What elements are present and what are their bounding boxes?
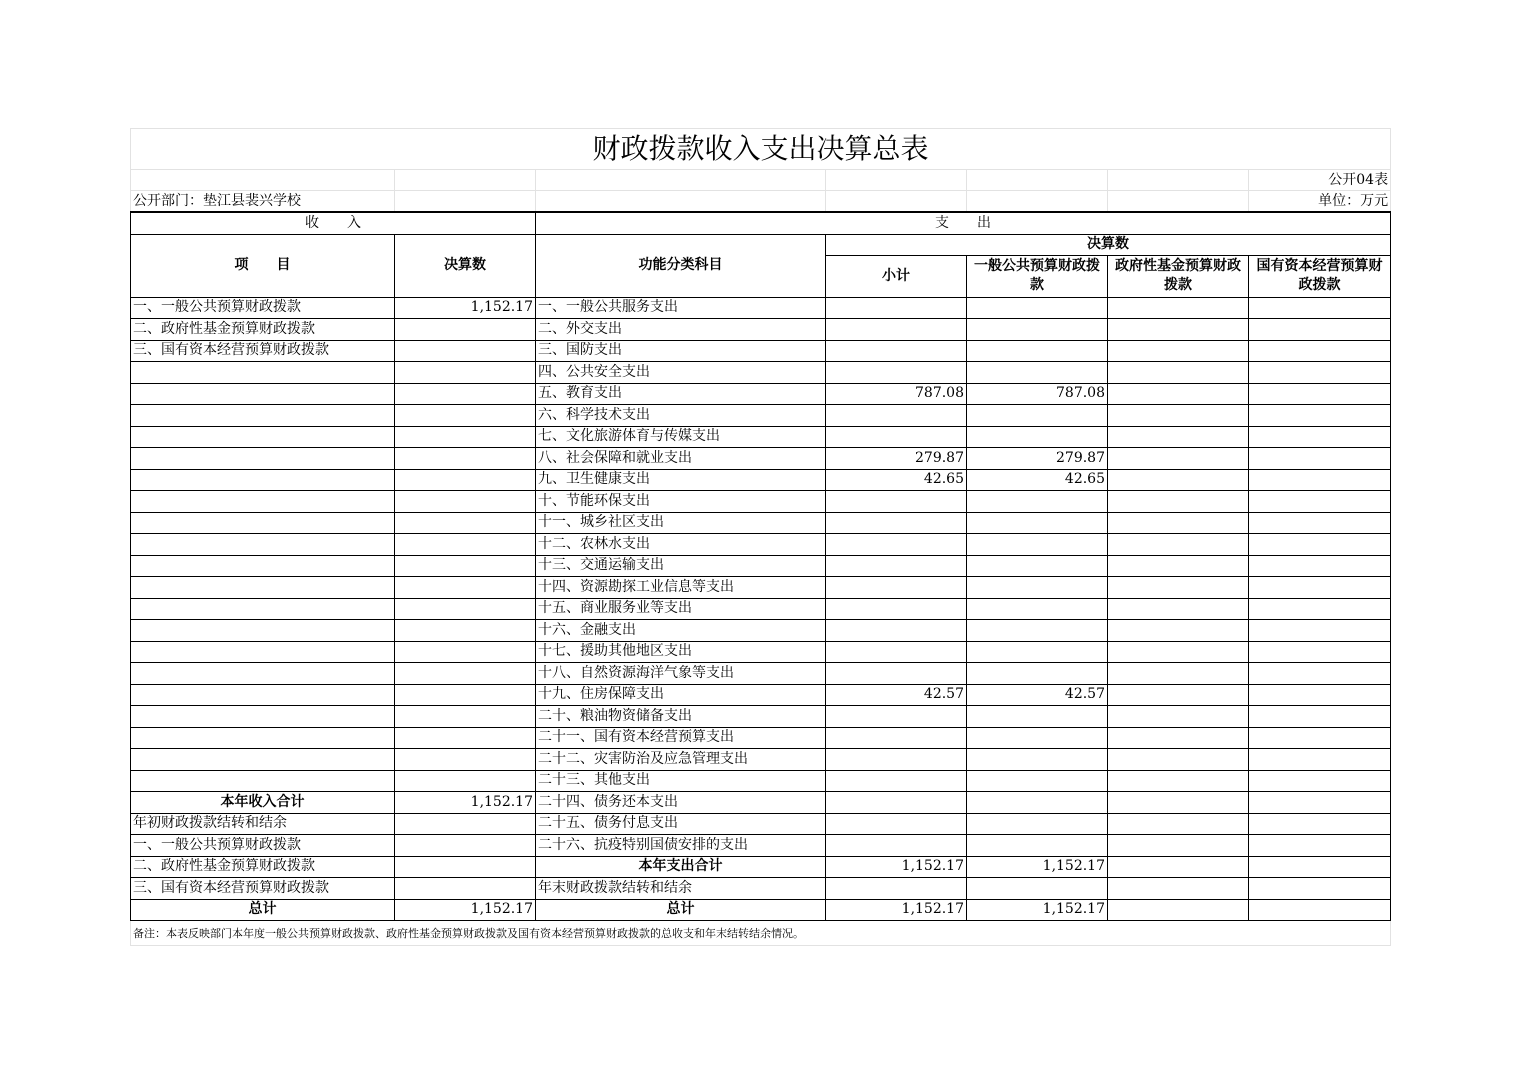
fund-budget-cell [1108,620,1249,642]
subtotal-cell [826,426,967,448]
income-amount-cell [395,706,536,728]
fund-budget-cell [1108,684,1249,706]
soe-budget-cell [1249,426,1391,448]
unit-label: 单位：万元 [1249,191,1391,213]
income-amount-cell [395,749,536,771]
expense-item-cell: 十七、援助其他地区支出 [536,641,826,663]
fund-budget-cell [1108,297,1249,319]
soe-budget-cell [1249,663,1391,685]
soe-budget-cell [1249,340,1391,362]
income-amount-cell [395,448,536,470]
subtotal-cell [826,878,967,900]
subtotal-cell [826,641,967,663]
page-title: 财政拨款收入支出决算总表 [131,129,1391,170]
subtotal-cell [826,749,967,771]
subtotal-cell: 42.65 [826,469,967,491]
soe-budget-cell [1249,319,1391,341]
income-amount-cell [395,319,536,341]
table-row [131,297,1391,319]
fund-budget-cell [1108,598,1249,620]
subtotal-cell [826,663,967,685]
expense-item-cell: 十六、金融支出 [536,620,826,642]
expense-header: 支 出 [536,212,1391,234]
expense-item-cell: 十二、农林水支出 [536,534,826,556]
income-item-cell: 总计 [131,899,395,921]
soe-budget-cell [1249,813,1391,835]
form-code: 公开04表 [1249,170,1391,191]
income-amount-cell [395,555,536,577]
subtotal-cell [826,534,967,556]
income-item-cell [131,663,395,685]
expense-item-cell: 二十二、灾害防治及应急管理支出 [536,749,826,771]
table-note: 备注：本表反映部门本年度一般公共预算财政拨款、政府性基金预算财政拨款及国有资本经营预算财政拨款的总收支和年末结转结余情况。 [131,921,1391,946]
fund-budget-cell [1108,534,1249,556]
general-budget-cell [967,878,1108,900]
general-budget-cell [967,663,1108,685]
income-item-cell: 二、政府性基金预算财政拨款 [131,856,395,878]
income-amount-cell: 1,152.17 [395,297,536,319]
financial-table-sheet [130,128,1390,946]
subtotal-cell [826,770,967,792]
table-row [131,555,1391,577]
soe-budget-cell [1249,620,1391,642]
soe-budget-cell [1249,684,1391,706]
fund-budget-cell [1108,469,1249,491]
table-row [131,706,1391,728]
income-amount-cell [395,383,536,405]
table-row [131,792,1391,814]
income-amount-cell [395,835,536,857]
table-row [131,835,1391,857]
general-budget-cell [967,491,1108,513]
income-amount-cell [395,340,536,362]
table-row [131,383,1391,405]
expense-item-cell: 二十一、国有资本经营预算支出 [536,727,826,749]
income-amount-cell [395,770,536,792]
expense-item-cell: 十九、住房保障支出 [536,684,826,706]
subtotal-cell [826,297,967,319]
general-budget-cell [967,340,1108,362]
table-row [131,856,1391,878]
soe-budget-header: 国有资本经营预算财政拨款 [1249,255,1391,297]
subtotal-cell [826,598,967,620]
income-item-cell [131,491,395,513]
income-amount-cell: 1,152.17 [395,899,536,921]
expense-item-cell: 本年支出合计 [536,856,826,878]
subtotal-header: 小计 [826,255,967,297]
general-budget-cell [967,555,1108,577]
table-row [131,362,1391,384]
general-budget-cell [967,727,1108,749]
soe-budget-cell [1249,405,1391,427]
table-row [131,512,1391,534]
income-item-cell [131,770,395,792]
soe-budget-cell [1249,598,1391,620]
income-amount-cell [395,856,536,878]
general-budget-cell: 1,152.17 [967,856,1108,878]
fund-budget-cell [1108,792,1249,814]
income-item-cell [131,405,395,427]
subtotal-cell [826,835,967,857]
income-item-cell [131,620,395,642]
soe-budget-cell [1249,577,1391,599]
income-item-cell [131,448,395,470]
general-budget-cell [967,512,1108,534]
expense-item-cell: 总计 [536,899,826,921]
general-budget-cell [967,770,1108,792]
general-budget-cell [967,426,1108,448]
table-row [131,448,1391,470]
expense-item-cell: 十一、城乡社区支出 [536,512,826,534]
expense-item-cell: 八、社会保障和就业支出 [536,448,826,470]
general-budget-cell: 279.87 [967,448,1108,470]
fund-budget-cell [1108,727,1249,749]
expense-item-cell: 二十、粮油物资储备支出 [536,706,826,728]
soe-budget-cell [1249,383,1391,405]
income-item-cell: 一、一般公共预算财政拨款 [131,297,395,319]
income-amount-cell: 1,152.17 [395,792,536,814]
general-budget-cell [967,534,1108,556]
subtotal-cell [826,620,967,642]
subtotal-cell: 42.57 [826,684,967,706]
soe-budget-cell [1249,835,1391,857]
income-item-cell: 本年收入合计 [131,792,395,814]
income-item-cell: 二、政府性基金预算财政拨款 [131,319,395,341]
fund-budget-cell [1108,770,1249,792]
subtotal-cell [826,706,967,728]
income-amount-cell [395,598,536,620]
general-budget-cell [967,620,1108,642]
income-item-cell: 一、一般公共预算财政拨款 [131,835,395,857]
general-budget-cell [967,813,1108,835]
appropriation-summary-table [130,128,1391,946]
department-label: 公开部门：垫江县裴兴学校 [131,191,395,213]
general-budget-cell [967,835,1108,857]
subtotal-cell: 279.87 [826,448,967,470]
expense-item-cell: 二、外交支出 [536,319,826,341]
table-row [131,813,1391,835]
income-item-cell: 三、国有资本经营预算财政拨款 [131,878,395,900]
expense-item-cell: 十、节能环保支出 [536,491,826,513]
income-amount-cell [395,491,536,513]
income-item-cell [131,534,395,556]
income-item-cell [131,749,395,771]
income-amount-cell [395,469,536,491]
soe-budget-cell [1249,534,1391,556]
income-item-cell [131,577,395,599]
fund-budget-cell [1108,835,1249,857]
income-item-cell [131,684,395,706]
income-amount-cell [395,620,536,642]
subtotal-cell [826,319,967,341]
income-item-cell [131,362,395,384]
income-amount-cell [395,512,536,534]
subtotal-cell: 1,152.17 [826,856,967,878]
income-item-cell [131,555,395,577]
subtotal-cell: 1,152.17 [826,899,967,921]
fund-budget-cell [1108,448,1249,470]
expense-item-cell: 三、国防支出 [536,340,826,362]
expense-item-cell: 二十六、抗疫特别国债安排的支出 [536,835,826,857]
soe-budget-cell [1249,512,1391,534]
fund-budget-cell [1108,577,1249,599]
general-budget-cell [967,749,1108,771]
income-amount-cell [395,813,536,835]
table-row [131,663,1391,685]
subtotal-cell [826,555,967,577]
table-row [131,727,1391,749]
fund-budget-cell [1108,663,1249,685]
table-row [131,577,1391,599]
table-row [131,899,1391,921]
subtotal-cell [826,405,967,427]
general-budget-cell [967,641,1108,663]
soe-budget-cell [1249,792,1391,814]
soe-budget-cell [1249,878,1391,900]
expense-item-cell: 十三、交通运输支出 [536,555,826,577]
general-budget-cell [967,577,1108,599]
income-item-cell [131,641,395,663]
expense-item-cell: 一、一般公共服务支出 [536,297,826,319]
subtotal-cell [826,792,967,814]
subtotal-cell [826,512,967,534]
income-item-cell [131,469,395,491]
income-amount-cell [395,577,536,599]
expense-item-cell: 二十五、债务付息支出 [536,813,826,835]
income-amount-cell [395,405,536,427]
expense-item-cell: 四、公共安全支出 [536,362,826,384]
income-item-cell: 年初财政拨款结转和结余 [131,813,395,835]
subtotal-cell [826,727,967,749]
fund-budget-cell [1108,749,1249,771]
expense-item-cell: 五、教育支出 [536,383,826,405]
soe-budget-cell [1249,856,1391,878]
general-budget-cell [967,297,1108,319]
soe-budget-cell [1249,555,1391,577]
expense-item-cell: 年末财政拨款结转和结余 [536,878,826,900]
expense-item-cell: 二十三、其他支出 [536,770,826,792]
income-amount-cell [395,426,536,448]
fund-budget-cell [1108,362,1249,384]
general-budget-header: 一般公共预算财政拨款 [967,255,1108,297]
soe-budget-cell [1249,770,1391,792]
table-row [131,684,1391,706]
subtotal-cell [826,577,967,599]
table-row [131,620,1391,642]
general-budget-cell [967,792,1108,814]
fund-budget-cell [1108,813,1249,835]
general-budget-cell: 1,152.17 [967,899,1108,921]
subtotal-cell [826,340,967,362]
fund-budget-cell [1108,383,1249,405]
fund-budget-cell [1108,512,1249,534]
soe-budget-cell [1249,297,1391,319]
soe-budget-cell [1249,448,1391,470]
income-item-cell [131,706,395,728]
table-row [131,598,1391,620]
soe-budget-cell [1249,727,1391,749]
table-row [131,878,1391,900]
subtotal-cell [826,491,967,513]
final-amount-header: 决算数 [826,234,1391,255]
expense-item-cell: 十八、自然资源海洋气象等支出 [536,663,826,685]
expense-item-cell: 九、卫生健康支出 [536,469,826,491]
subtotal-cell: 787.08 [826,383,967,405]
subtotal-cell [826,813,967,835]
fund-budget-cell [1108,319,1249,341]
income-amount-cell [395,362,536,384]
soe-budget-cell [1249,706,1391,728]
table-row [131,749,1391,771]
fund-budget-cell [1108,340,1249,362]
fund-budget-cell [1108,555,1249,577]
table-row [131,426,1391,448]
general-budget-cell: 42.65 [967,469,1108,491]
general-budget-cell [967,706,1108,728]
fund-budget-cell [1108,706,1249,728]
general-budget-cell: 42.57 [967,684,1108,706]
table-row [131,641,1391,663]
table-row [131,491,1391,513]
table-row [131,469,1391,491]
fund-budget-cell [1108,899,1249,921]
soe-budget-cell [1249,362,1391,384]
income-amount-cell [395,663,536,685]
income-item-cell [131,512,395,534]
fund-budget-cell [1108,491,1249,513]
income-amount-cell [395,641,536,663]
general-budget-cell [967,319,1108,341]
fund-budget-cell [1108,426,1249,448]
table-row [131,770,1391,792]
soe-budget-cell [1249,641,1391,663]
income-item-cell: 三、国有资本经营预算财政拨款 [131,340,395,362]
soe-budget-cell [1249,749,1391,771]
income-amount-cell [395,878,536,900]
income-header: 收 入 [131,212,536,234]
income-amount-cell [395,684,536,706]
func-category-header: 功能分类科目 [536,234,826,297]
income-item-cell [131,426,395,448]
expense-item-cell: 七、文化旅游体育与传媒支出 [536,426,826,448]
income-amount-cell [395,727,536,749]
table-row [131,405,1391,427]
expense-item-cell: 六、科学技术支出 [536,405,826,427]
expense-item-cell: 十四、资源勘探工业信息等支出 [536,577,826,599]
general-budget-cell [967,405,1108,427]
table-row [131,534,1391,556]
fund-budget-cell [1108,878,1249,900]
income-item-cell [131,727,395,749]
income-amount-cell [395,534,536,556]
soe-budget-cell [1249,899,1391,921]
general-budget-cell: 787.08 [967,383,1108,405]
income-item-cell [131,598,395,620]
item-header: 项 目 [131,234,395,297]
soe-budget-cell [1249,469,1391,491]
table-row [131,340,1391,362]
table-row [131,319,1391,341]
amount-header: 决算数 [395,234,536,297]
expense-item-cell: 二十四、债务还本支出 [536,792,826,814]
expense-item-cell: 十五、商业服务业等支出 [536,598,826,620]
subtotal-cell [826,362,967,384]
general-budget-cell [967,362,1108,384]
income-item-cell [131,383,395,405]
soe-budget-cell [1249,491,1391,513]
general-budget-cell [967,598,1108,620]
fund-budget-header: 政府性基金预算财政拨款 [1108,255,1249,297]
fund-budget-cell [1108,856,1249,878]
fund-budget-cell [1108,405,1249,427]
fund-budget-cell [1108,641,1249,663]
